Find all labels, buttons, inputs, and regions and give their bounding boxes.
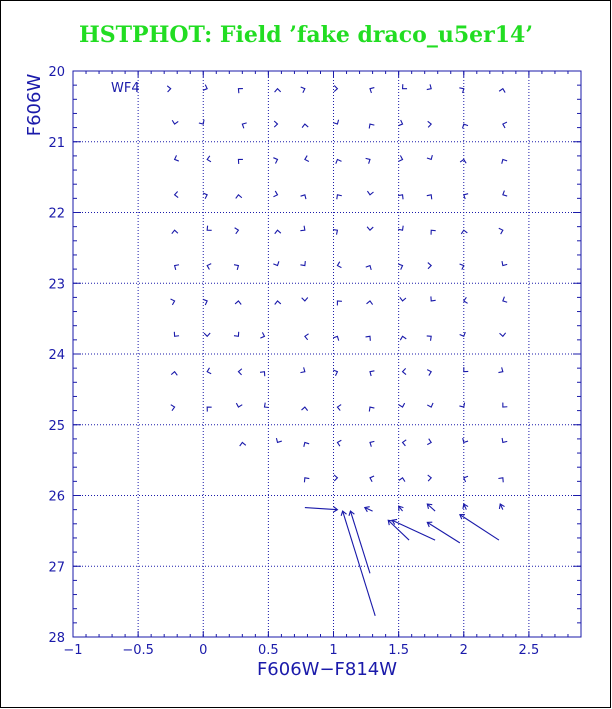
vector-point: [369, 407, 374, 411]
vector-point: [337, 301, 342, 305]
vector-point: [367, 227, 373, 230]
y-tick-label: 23: [48, 277, 65, 293]
vector-point: [462, 124, 467, 128]
vector-point: [275, 301, 281, 305]
vector-point: [242, 123, 246, 128]
vector-point: [499, 89, 505, 93]
plot-border: [73, 71, 581, 637]
vector-point: [370, 371, 374, 376]
vector-point: [204, 333, 210, 336]
vector-point: [207, 407, 211, 411]
vector-point: [367, 301, 373, 305]
vector-point: [171, 299, 175, 305]
vector-point: [503, 122, 507, 128]
vector-line: [350, 511, 370, 573]
vector-point: [238, 89, 242, 94]
vector-point: [427, 370, 431, 376]
vector-point: [366, 266, 371, 270]
vector-point: [499, 228, 503, 234]
vector-point: [427, 155, 432, 159]
vector-point: [304, 478, 309, 482]
vector-point: [300, 226, 304, 231]
vector-point: [503, 403, 507, 408]
vector-point: [503, 191, 507, 196]
vector-point: [234, 265, 238, 270]
vector-point: [171, 405, 175, 411]
vector-point: [301, 195, 306, 199]
vector-point: [502, 159, 507, 163]
y-tick-label: 22: [48, 206, 65, 222]
vector-point: [305, 334, 309, 340]
vector-point: [172, 120, 178, 124]
field-annotation: WF4: [111, 81, 140, 96]
vector-point: [428, 263, 431, 269]
vector-point: [273, 261, 279, 265]
vector-point: [275, 230, 281, 234]
vector-point: [427, 195, 432, 199]
vector-marks: [167, 84, 507, 616]
x-tick-label: 2: [459, 643, 468, 658]
vector-point: [366, 158, 370, 163]
vector-point: [274, 121, 277, 127]
vector-point: [336, 159, 342, 163]
vector-point: [460, 159, 466, 163]
vector-point: [275, 89, 281, 92]
x-tick-label: 1.5: [388, 643, 409, 658]
vector-point: [500, 333, 506, 337]
vector-point: [260, 332, 264, 338]
vector-point: [264, 403, 268, 408]
vector-point: [273, 191, 277, 197]
y-tick-label: 20: [48, 65, 65, 80]
vector-point: [236, 403, 242, 407]
y-axis-title: F606W: [24, 73, 45, 137]
y-tick-label: 26: [48, 489, 65, 505]
x-tick-label: −0.5: [122, 643, 154, 658]
vector-point: [463, 438, 468, 442]
chart-title: HSTPHOT: Field ’fake draco_u5er14’: [78, 22, 534, 48]
vector-point: [464, 476, 468, 482]
vector-point: [207, 264, 211, 270]
y-tick-label: 21: [48, 135, 65, 151]
vector-point: [300, 367, 304, 372]
vector-point: [403, 84, 407, 88]
vector-point: [400, 297, 406, 301]
vector-point: [427, 84, 431, 89]
vector-point: [337, 405, 341, 411]
vector-point: [167, 86, 170, 92]
vector-point: [172, 230, 178, 234]
y-tick-label: 24: [48, 348, 65, 363]
vector-point: [235, 228, 239, 234]
vector-point: [502, 261, 507, 265]
y-tick-label: 28: [48, 631, 65, 646]
vector-point: [399, 403, 405, 407]
vector-point: [175, 265, 179, 270]
vector-line: [343, 511, 376, 616]
grid-lines: [73, 71, 581, 637]
vector-point: [459, 88, 463, 93]
vector-line: [460, 515, 499, 540]
vector-point: [370, 476, 374, 482]
vector-point: [459, 403, 464, 407]
x-axis-title: F606W−F814W: [256, 659, 398, 680]
vector-point: [199, 120, 204, 124]
vector-point: [502, 438, 507, 442]
vector-point: [207, 156, 211, 162]
vector-point: [207, 226, 211, 231]
vector-point: [428, 121, 432, 127]
vector-point: [427, 403, 433, 407]
vector-point: [301, 87, 305, 93]
x-tick-label: 1: [329, 643, 338, 658]
vector-point: [460, 264, 464, 270]
vector-point: [370, 441, 374, 446]
vector-point: [333, 120, 338, 124]
vector-point: [240, 442, 246, 446]
vector-point: [234, 332, 239, 336]
vector-point: [366, 336, 371, 340]
vector-point: [403, 440, 407, 446]
vector-point: [399, 478, 405, 482]
vector-point: [236, 195, 242, 199]
vector-point: [302, 298, 308, 301]
vector-point: [238, 369, 241, 375]
vector-point: [431, 230, 436, 234]
vector-point: [427, 336, 431, 341]
vector-point: [464, 194, 468, 199]
vector-point: [464, 297, 468, 303]
vector-point: [334, 85, 337, 91]
vector-point: [276, 438, 281, 442]
vector-point: [498, 478, 503, 482]
vector-point: [428, 475, 432, 481]
vector-point: [367, 191, 373, 195]
vector-point: [302, 124, 308, 128]
vector-point: [235, 301, 241, 305]
axes: [48, 65, 581, 658]
vector-line: [427, 522, 460, 543]
vector-point: [337, 262, 341, 268]
vector-point: [174, 332, 179, 336]
y-tick-label: 25: [48, 418, 65, 434]
vector-point: [305, 156, 309, 162]
vector-point: [461, 230, 467, 234]
vector-point: [337, 195, 342, 199]
vector-point: [302, 407, 308, 411]
vector-point: [400, 336, 406, 340]
x-tick-label: 2.5: [518, 643, 540, 658]
vector-point: [370, 88, 374, 93]
vector-point: [460, 332, 466, 336]
x-tick-label: −1: [63, 643, 83, 658]
vector-line: [305, 508, 338, 510]
vector-point: [503, 297, 507, 302]
vector-point: [304, 442, 309, 446]
vector-point: [207, 368, 211, 374]
vector-point: [238, 159, 242, 163]
vector-point: [369, 124, 374, 128]
vector-point: [300, 261, 305, 265]
vector-point: [175, 191, 179, 197]
vector-point: [403, 368, 406, 374]
vector-point: [171, 372, 177, 376]
vector-point: [175, 155, 179, 161]
vector-point: [431, 296, 436, 300]
vector-point: [273, 158, 277, 164]
x-tick-label: 0: [199, 643, 208, 658]
vector-point: [337, 440, 341, 446]
vector-point: [464, 367, 468, 371]
vector-point: [427, 439, 431, 445]
vector-point: [260, 372, 265, 376]
vector-point: [333, 336, 338, 340]
vector-point: [498, 367, 502, 372]
x-tick-label: 0.5: [258, 643, 279, 658]
vector-point: [334, 475, 337, 481]
y-tick-label: 27: [48, 560, 65, 576]
